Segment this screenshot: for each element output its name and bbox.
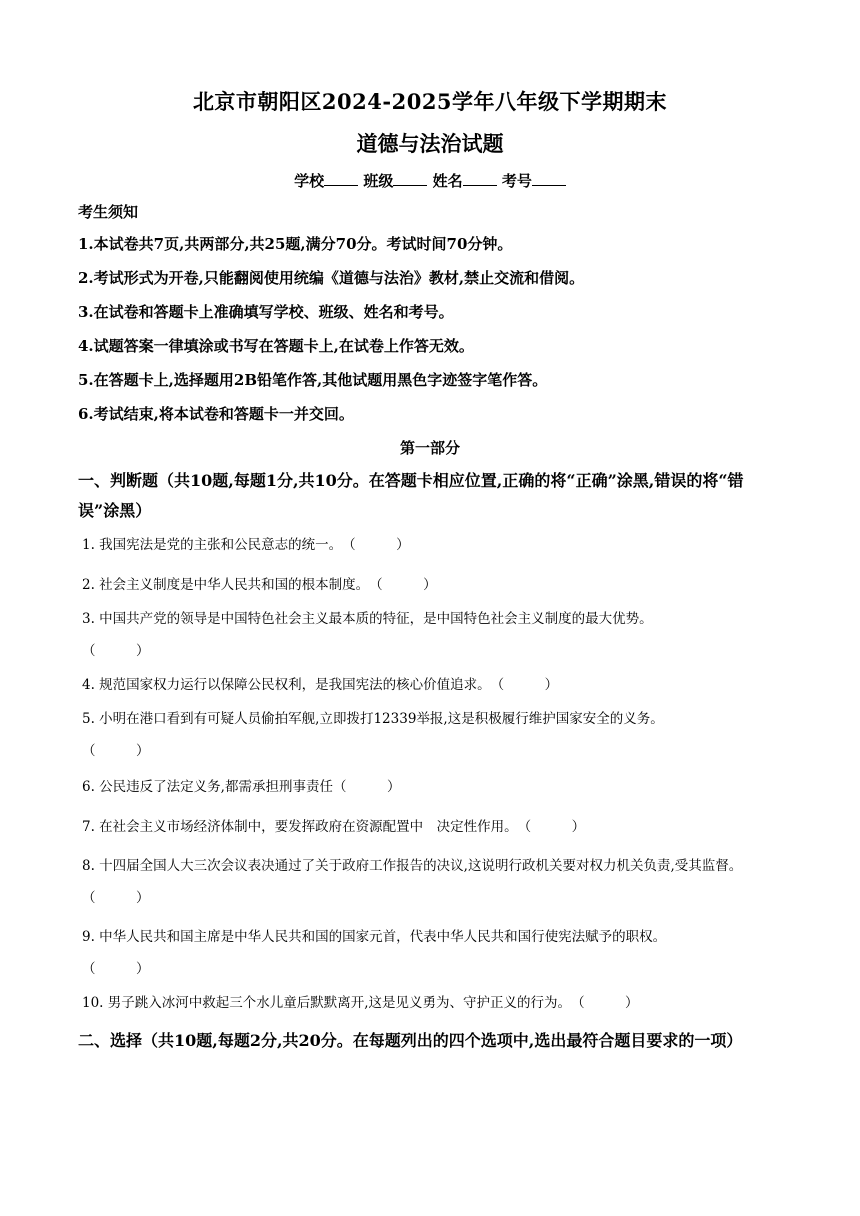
answer-paren: （ ） [82, 961, 150, 977]
answer-paren: （ ） [571, 995, 639, 1011]
answer-paren: （ ） [82, 743, 150, 759]
school-blank [324, 171, 358, 186]
question-text: 9. 中华人民共和国主席是中华人民共和国的国家元首，代表中华人民共和国行使宪法赋予的职权。 [82, 929, 667, 945]
question-item [82, 708, 782, 762]
question-item [82, 992, 782, 1014]
question-item [82, 608, 782, 662]
notice-heading: 考生须知 [78, 203, 139, 221]
answer-paren: （ ） [517, 819, 586, 835]
notice-item: 3.在试卷和答题卡上准确填写学校、班级、姓名和考号。 [78, 303, 454, 321]
school-label: 学校 [294, 172, 325, 190]
question-text: 5. 小明在港口看到有可疑人员偷拍军舰,立即拨打12339举报,这是积极履行维护国家安全的义务。 [82, 711, 664, 727]
notice-item: 2.考试形式为开卷,只能翻阅使用统编《道德与法治》教材,禁止交流和借阅。 [78, 269, 585, 287]
question-text: 8. 十四届全国人大三次会议表决通过了关于政府工作报告的决议,这说明行政机关要对权力机关负责,受其监督。 [82, 858, 743, 874]
exam-no-label: 考号 [501, 172, 532, 190]
question-item [82, 850, 782, 914]
answer-paren: （ ） [490, 677, 559, 693]
question-text: 2. 社会主义制度是中华人民共和国的根本制度。 [82, 577, 370, 593]
question-text: 3. 中国共产党的领导是中国特色社会主义最本质的特征，是中国特色社会主义制度的最大优势。 [82, 611, 653, 627]
student-info-line [78, 170, 782, 192]
page-title: 北京市朝阳区2024-2025学年八年级下学期期末 [192, 89, 668, 114]
question-text: 1. 我国宪法是党的主张和公民意志的统一。 [82, 537, 343, 553]
class-label: 班级 [363, 172, 394, 190]
question-text: 4. 规范国家权力运行以保障公民权利，是我国宪法的核心价值追求。 [82, 677, 491, 693]
section-one-heading: 一、判断题（共10题,每题1分,共10分。在答题卡相应位置,正确的将“正确”涂黑,错误的将“错误”涂黑） [78, 471, 744, 520]
name-blank [463, 171, 497, 186]
question-item [82, 534, 782, 556]
part-one-title: 第一部分 [399, 439, 460, 457]
question-item [82, 816, 782, 838]
notice-item: 4.试题答案一律填涂或书写在答题卡上,在试卷上作答无效。 [78, 337, 474, 355]
answer-paren: （ ） [82, 643, 150, 659]
answer-paren: （ ） [332, 779, 401, 795]
question-text: 6. 公民违反了法定义务,都需承担刑事责任 [82, 779, 333, 795]
question-text: 10. 男子跳入冰河中救起三个水儿童后默默离开,这是见义勇为、守护正义的行为。 [82, 995, 572, 1011]
answer-paren: （ ） [369, 577, 437, 593]
answer-paren: （ ） [342, 537, 410, 553]
exam-no-blank [532, 171, 566, 186]
name-label: 姓名 [432, 172, 463, 190]
notice-item: 1.本试卷共7页,共两部分,共25题,满分70分。考试时间70分钟。 [78, 235, 513, 253]
question-item [82, 926, 782, 980]
page-subtitle: 道德与法治试题 [356, 131, 504, 156]
notice-item: 6.考试结束,将本试卷和答题卡一并交回。 [78, 405, 354, 423]
question-item [82, 776, 782, 798]
notice-item: 5.在答题卡上,选择题用2B铅笔作答,其他试题用黑色字迹签字笔作答。 [78, 371, 548, 389]
section-two-heading: 二、选择（共10题,每题2分,共20分。在每题列出的四个选项中,选出最符合题目要求的一项） [78, 1031, 743, 1050]
class-blank [393, 171, 427, 186]
question-text: 7. 在社会主义市场经济体制中，要发挥政府在资源配置中 决定性作用。 [82, 819, 518, 835]
question-item [82, 674, 782, 696]
question-item [82, 574, 782, 596]
answer-paren: （ ） [82, 890, 150, 906]
